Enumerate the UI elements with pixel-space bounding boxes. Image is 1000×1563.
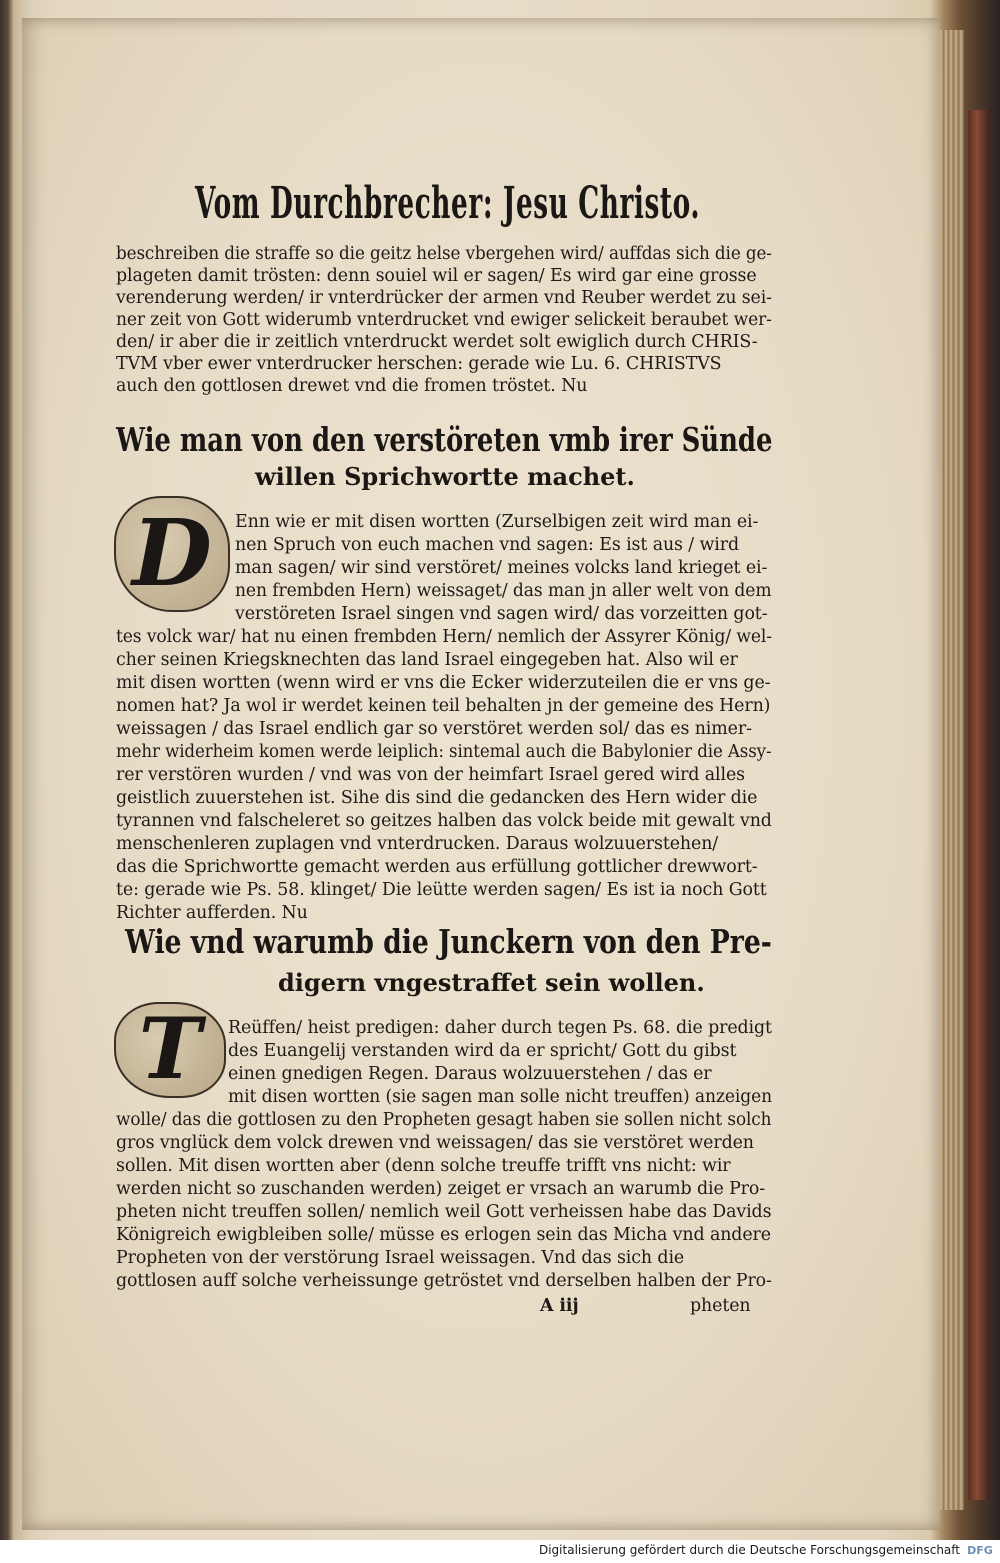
section-subheading: willen Sprichwortte machet. (255, 462, 635, 491)
signature-mark: A iij (540, 1296, 579, 1316)
text-line: plageten damit trösten: denn souiel wil er sagen/ Es wird gar eine grosse (116, 266, 757, 286)
text-line: ner zeit von Gott widerumb vnterdrucket vnd ewiger selickeit beraubet wer- (116, 310, 772, 330)
text-line: gros vnglück dem volck drewen vnd weissagen/ das sie verstöret werden (116, 1133, 754, 1153)
text-line: weissagen / das Israel endlich gar so verstöret werden sol/ das es nimer- (116, 719, 752, 739)
text-line: mit disen wortten (wenn wird er vns die Ecker widerzuteilen die er vns ge- (116, 673, 771, 693)
funding-notice: Digitalisierung gefördert durch die Deutsche Forschungsgemeinschaft (538, 1543, 960, 1557)
section-heading: Wie man von den verstöreten vmb irer Sünde (116, 420, 773, 459)
text-line: mit disen wortten (sie sagen man solle nicht treuffen) anzeigen (228, 1087, 773, 1107)
running-title: Vom Durchbrecher: Jesu Christo. (195, 178, 701, 229)
footer-bar (0, 1540, 1000, 1563)
dfg-logo-icon: DFG (967, 1544, 993, 1557)
book-cover-edge (968, 110, 990, 1500)
text-line: mehr widerheim komen werde leiplich: sintemal auch die Babylonier die Assy- (116, 742, 772, 762)
text-line: cher seinen Kriegsknechten das land Israel eingegeben hat. Also wil er (116, 650, 738, 670)
text-line: tyrannen vnd falscheleret so geitzes halben das volck beide mit gewalt vnd (116, 811, 772, 831)
text-line: geistlich zuuerstehen ist. Sihe dis sind die gedancken des Hern wider die (116, 788, 758, 808)
decorated-initial: D (114, 496, 230, 612)
text-line: verenderung werden/ ir vnterdrücker der armen vnd Reuber werdet zu sei- (116, 288, 772, 308)
text-line: man sagen/ wir sind verstöret/ meines volcks land krieget ei- (235, 558, 768, 578)
text-line: das die Sprichwortte gemacht werden aus erfüllung gottlicher drewwort- (116, 857, 758, 877)
text-line: Richter aufferden. Nu (116, 903, 308, 923)
text-line: pheten nicht treuffen sollen/ nemlich weil Gott verheissen habe das Davids (116, 1202, 772, 1222)
text-line: rer verstören wurden / vnd was von der heimfart Israel gered wird alles (116, 765, 745, 785)
text-line: gottlosen auff solche verheissunge getröstet vnd derselben halben der Pro- (116, 1271, 772, 1291)
text-line: TVM vber ewer vnterdrucker herschen: gerade wie Lu. 6. CHRISTVS (116, 354, 722, 374)
text-line: nomen hat? Ja wol ir werdet keinen teil behalten jn der gemeine des Hern) (116, 696, 771, 716)
decorated-initial: T (114, 1002, 226, 1098)
section-subheading: digern vngestraffet sein wollen. (278, 968, 705, 997)
text-line: einen gnedigen Regen. Daraus wolzuuerstehen / das er (228, 1064, 712, 1084)
text-line: wolle/ das die gottlosen zu den Propheten gesagt haben sie sollen nicht solch (116, 1110, 772, 1130)
text-line: den/ ir aber die ir zeitlich vnterdruckt werdet solt ewiglich durch CHRIS- (116, 332, 758, 352)
text-line: werden nicht so zuschanden werden) zeiget er vrsach an warumb die Pro- (116, 1179, 766, 1199)
text-line: Enn wie er mit disen wortten (Zurselbigen zeit wird man ei- (235, 512, 759, 532)
text-line: auch den gottlosen drewet vnd die fromen tröstet. Nu (116, 376, 588, 396)
catchword: pheten (690, 1296, 751, 1316)
text-line: Propheten von der verstörung Israel weissagen. Vnd das sich die (116, 1248, 685, 1268)
text-line: menschenleren zuplagen vnd vnterdrucken. Daraus wolzuuerstehen/ (116, 834, 719, 854)
text-line: Königreich ewigbleiben solle/ müsse es erlogen sein das Micha vnd andere (116, 1225, 771, 1245)
text-line: Reüffen/ heist predigen: daher durch tegen Ps. 68. die predigt (228, 1018, 772, 1038)
section-heading: Wie vnd warumb die Junckern von den Pre- (125, 922, 772, 961)
text-line: verstöreten Israel singen vnd sagen wird/ das vorzeitten got- (235, 604, 768, 624)
text-line: nen Spruch von euch machen vnd sagen: Es ist aus / wird (235, 535, 739, 555)
text-line: te: gerade wie Ps. 58. klinget/ Die leütte werden sagen/ Es ist ia noch Gott (116, 880, 767, 900)
text-line: tes volck war/ hat nu einen frembden Hern/ nemlich der Assyrer König/ wel- (116, 627, 772, 647)
text-line: des Euangelij verstanden wird da er spricht/ Gott du gibst (228, 1041, 737, 1061)
text-line: beschreiben die straffe so die geitz helse vbergehen wird/ auffdas sich die ge- (116, 244, 772, 264)
text-line: sollen. Mit disen wortten aber (denn solche treuffe trifft vns nicht: wir (116, 1156, 731, 1176)
text-line: nen frembden Hern) weissaget/ das man jn aller welt von dem (235, 581, 772, 601)
